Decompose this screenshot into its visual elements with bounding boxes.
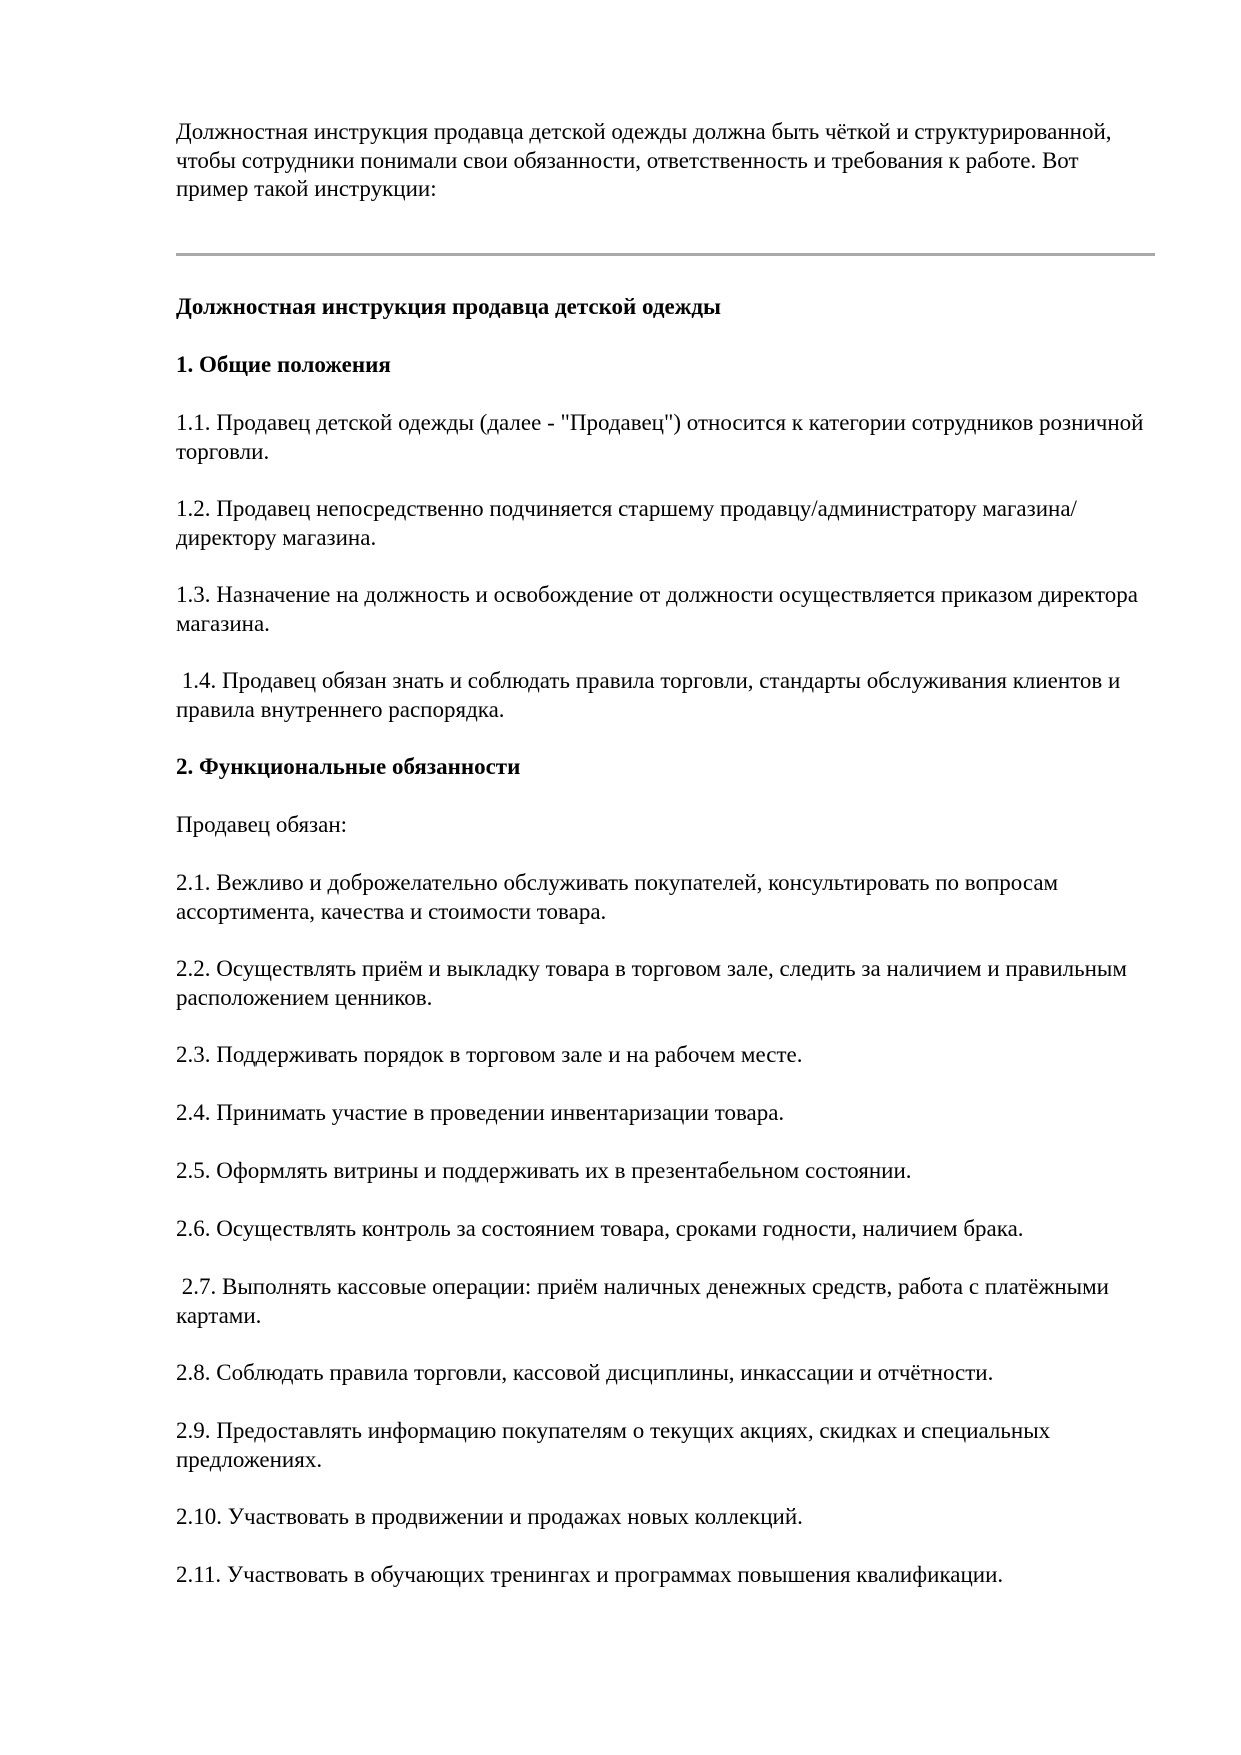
list-item: 1.1. Продавец детской одежды (далее - "Продавец") относится к категории сотрудников розничной торговли. bbox=[176, 410, 1144, 464]
list-item: 2.3. Поддерживать порядок в торговом зале и на рабочем месте. bbox=[176, 1042, 803, 1067]
list-item: 1.4. Продавец обязан знать и соблюдать правила торговли, стандарты обслуживания клиентов и правила внутреннего распорядка. bbox=[176, 668, 1127, 722]
section-lead: Продавец обязан: bbox=[176, 812, 348, 837]
section-heading-2: 2. Функциональные обязанности bbox=[176, 754, 521, 779]
list-item: 1.3. Назначение на должность и освобождение от должности осуществляется приказом директора магазина. bbox=[176, 582, 1138, 636]
list-item: 2.1. Вежливо и доброжелательно обслуживать покупателей, консультировать по вопросам ассортимента, качества и стоимости товара. bbox=[176, 870, 1059, 924]
list-item: 2.10. Участвовать в продвижении и продажах новых коллекций. bbox=[176, 1504, 803, 1529]
list-item: 2.11. Участвовать в обучающих тренингах и программах повышения квалификации. bbox=[176, 1562, 1004, 1587]
list-item: 2.6. Осуществлять контроль за состоянием товара, сроками годности, наличием брака. bbox=[176, 1216, 1024, 1241]
document-title: Должностная инструкция продавца детской одежды bbox=[176, 294, 722, 319]
list-item: 1.2. Продавец непосредственно подчиняется старшему продавцу/администратору магазина/директору магазина. bbox=[176, 496, 1077, 550]
list-item: 2.4. Принимать участие в проведении инвентаризации товара. bbox=[176, 1100, 785, 1125]
list-item: 2.8. Соблюдать правила торговли, кассовой дисциплины, инкассации и отчётности. bbox=[176, 1360, 994, 1385]
list-item: 2.5. Оформлять витрины и поддерживать их в презентабельном состоянии. bbox=[176, 1158, 912, 1183]
horizontal-divider bbox=[176, 253, 1155, 256]
list-item: 2.2. Осуществлять приём и выкладку товара в торговом зале, следить за наличием и правильным расположением ценников. bbox=[176, 956, 1127, 1010]
list-item: 2.7. Выполнять кассовые операции: приём наличных денежных средств, работа с платёжными картами. bbox=[176, 1274, 1115, 1328]
intro-paragraph: Должностная инструкция продавца детской одежды должна быть чёткой и структурированной, чтобы сотрудники понимали свои обязанности, ответственность и требования к работе. Вот пример такой инструкции: bbox=[176, 119, 1112, 201]
list-item: 2.9. Предоставлять информацию покупателям о текущих акциях, скидках и специальных предложениях. bbox=[176, 1418, 1051, 1472]
section-heading-1: 1. Общие положения bbox=[176, 352, 391, 377]
